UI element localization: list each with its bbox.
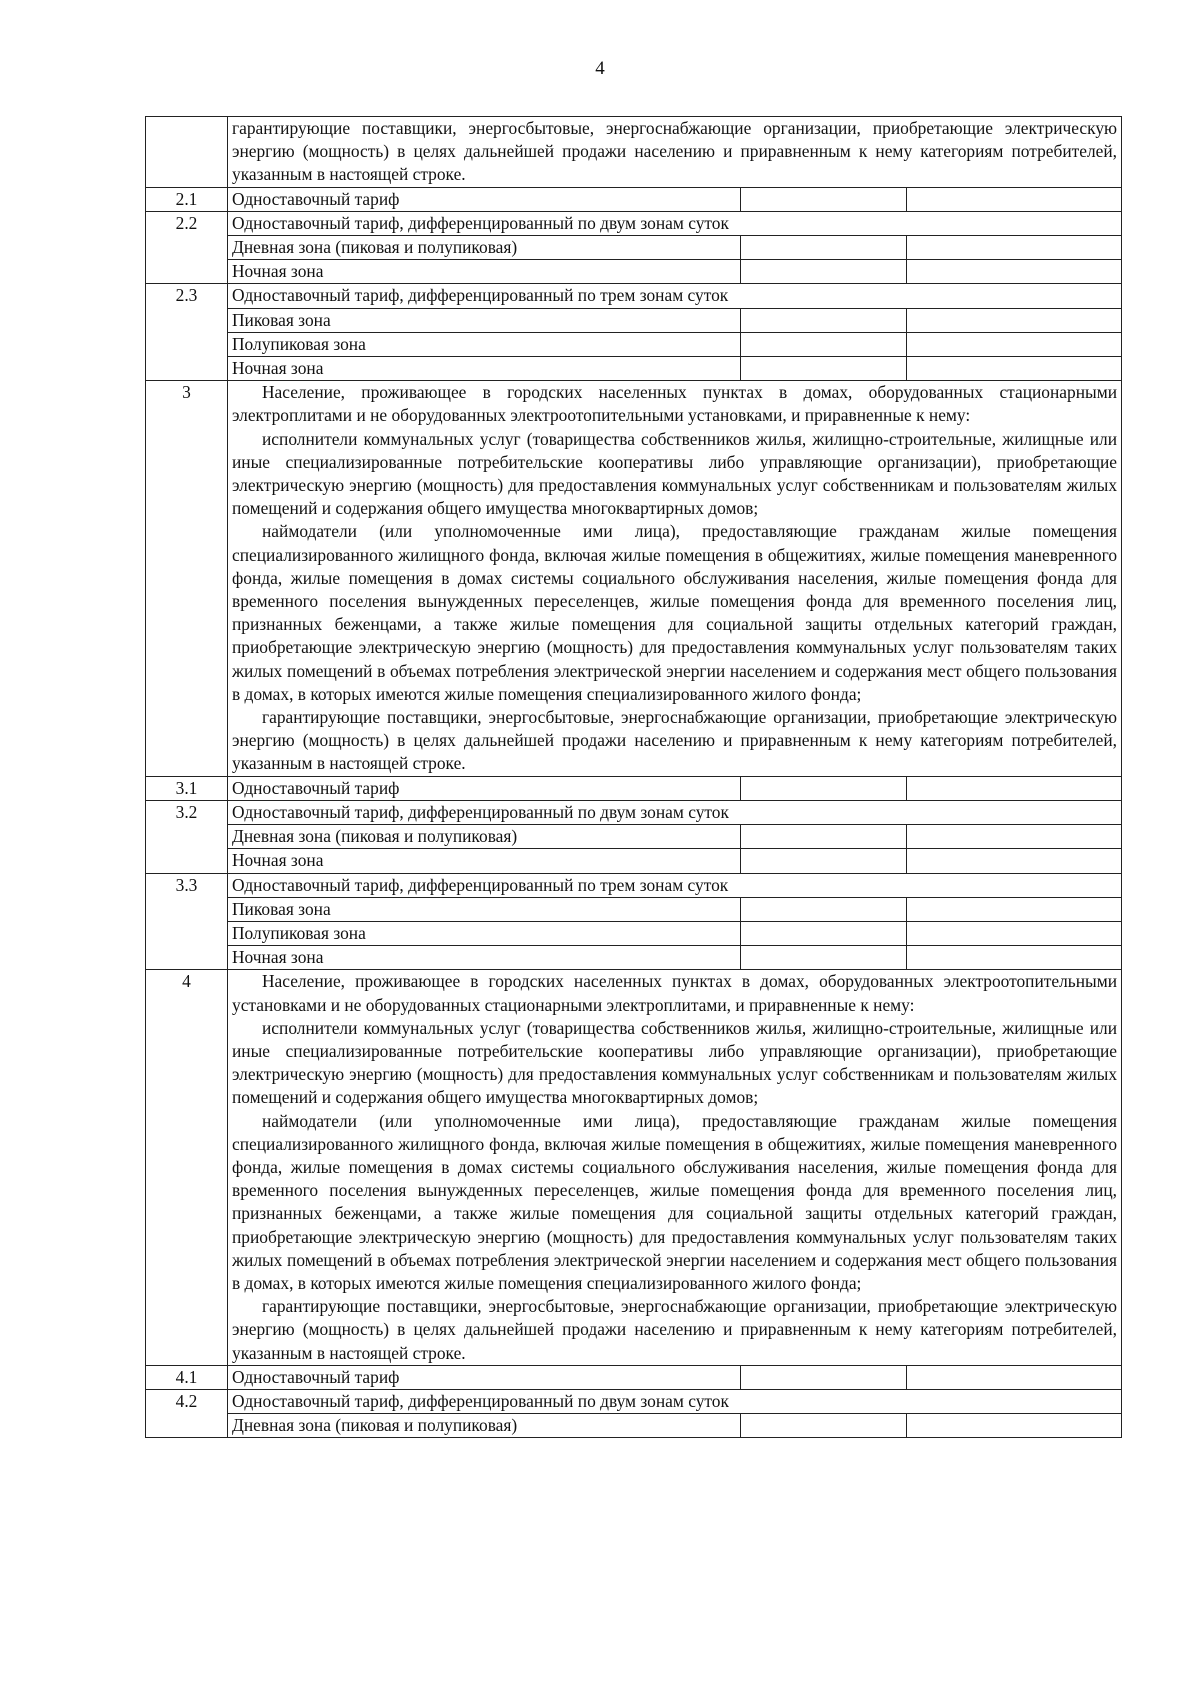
value-cell <box>741 357 907 381</box>
table-row <box>146 1389 1122 1413</box>
value-cell <box>907 946 1122 970</box>
table-row <box>146 117 1122 188</box>
tariff-group-label: Одноставочный тариф, дифференцированный по двум зонам суток <box>228 800 1122 824</box>
value-cell <box>741 1414 907 1438</box>
zone-label: Ночная зона <box>228 357 741 381</box>
consumer-category-description <box>228 381 1122 776</box>
table-row <box>146 946 1122 970</box>
value-cell <box>907 1414 1122 1438</box>
value-cell <box>741 332 907 356</box>
value-cell <box>741 776 907 800</box>
value-cell <box>741 187 907 211</box>
zone-label: Дневная зона (пиковая и полупиковая) <box>228 236 741 260</box>
value-cell <box>741 897 907 921</box>
zone-label: Ночная зона <box>228 946 741 970</box>
tariff-table <box>145 116 1122 1438</box>
table-row <box>146 284 1122 308</box>
tariff-group-label: Одноставочный тариф, дифференцированный по двум зонам суток <box>228 211 1122 235</box>
tariff-label: Одноставочный тариф <box>228 1365 741 1389</box>
row-number: 2.3 <box>146 284 228 381</box>
value-cell <box>907 187 1122 211</box>
table-row <box>146 849 1122 873</box>
table-row <box>146 260 1122 284</box>
value-cell <box>741 1365 907 1389</box>
tariff-group-label: Одноставочный тариф, дифференцированный по трем зонам суток <box>228 284 1122 308</box>
value-cell <box>741 308 907 332</box>
description-paragraph: гарантирующие поставщики, энергосбытовые, энергоснабжающие организации, приобретающие электрическую энергию (мощность) в целях дальнейшей продажи населению и приравненным к нему категориям потребителей, указанным в настоящей строке. <box>232 1296 1118 1363</box>
description-paragraph: наймодатели (или уполномоченные ими лица), предоставляющие гражданам жилые помещения специализированного жилищного фонда, включая жилые помещения в общежитиях, жилые помещения маневренного фонда, жилые помещения в домах системы социального обслуживания населения, жилые помещения фонда для временного поселения вынужденных переселенцев, жилые помещения фонда для временного поселения лиц, признанных беженцами, а также жилые помещения для социальной защиты отдельных категорий граждан, приобретающие электрическую энергию (мощность) для предоставления коммунальных услуг пользователям таких жилых помещений в объемах потребления электрической энергии населением и содержания мест общего пользования в домах, в которых имеются жилые помещения специализированного жилого фонда; <box>232 1110 1118 1293</box>
value-cell <box>741 260 907 284</box>
table-row <box>146 825 1122 849</box>
zone-label: Ночная зона <box>228 260 741 284</box>
table-row <box>146 873 1122 897</box>
row-number: 3.2 <box>146 800 228 873</box>
value-cell <box>907 825 1122 849</box>
zone-label: Дневная зона (пиковая и полупиковая) <box>228 1414 741 1438</box>
consumer-category-description <box>228 117 1122 188</box>
value-cell <box>907 308 1122 332</box>
row-number: 2.2 <box>146 211 228 284</box>
description-paragraph: Население, проживающее в городских населенных пунктах в домах, оборудованных стационарными электроплитами и не оборудованных электроотопительными установками, и приравненные к нему: <box>232 382 1118 426</box>
value-cell <box>907 332 1122 356</box>
value-cell <box>741 921 907 945</box>
value-cell <box>741 825 907 849</box>
zone-label: Дневная зона (пиковая и полупиковая) <box>228 825 741 849</box>
zone-label: Пиковая зона <box>228 308 741 332</box>
row-number: 4.2 <box>146 1389 228 1437</box>
table-row <box>146 776 1122 800</box>
value-cell <box>907 236 1122 260</box>
table-row <box>146 921 1122 945</box>
row-number: 4 <box>146 970 228 1365</box>
row-number: 4.1 <box>146 1365 228 1389</box>
table-row <box>146 187 1122 211</box>
value-cell <box>907 897 1122 921</box>
zone-label: Пиковая зона <box>228 897 741 921</box>
description-paragraph: гарантирующие поставщики, энергосбытовые, энергоснабжающие организации, приобретающие электрическую энергию (мощность) в целях дальнейшей продажи населению и приравненным к нему категориям потребителей, указанным в настоящей строке. <box>232 118 1118 185</box>
description-paragraph: Население, проживающее в городских населенных пунктах в домах, оборудованных электроотопительными установками и не оборудованных стационарными электроплитами, и приравненные к нему: <box>232 971 1118 1015</box>
value-cell <box>907 1365 1122 1389</box>
value-cell <box>741 946 907 970</box>
description-paragraph: гарантирующие поставщики, энергосбытовые, энергоснабжающие организации, приобретающие электрическую энергию (мощность) в целях дальнейшей продажи населению и приравненным к нему категориям потребителей, указанным в настоящей строке. <box>232 707 1118 774</box>
table-row <box>146 1414 1122 1438</box>
row-number <box>146 117 228 188</box>
value-cell <box>741 236 907 260</box>
table-row <box>146 211 1122 235</box>
table-row <box>146 332 1122 356</box>
tariff-group-label: Одноставочный тариф, дифференцированный по трем зонам суток <box>228 873 1122 897</box>
row-number: 2.1 <box>146 187 228 211</box>
value-cell <box>907 776 1122 800</box>
consumer-category-description <box>228 970 1122 1365</box>
tariff-label: Одноставочный тариф <box>228 187 741 211</box>
zone-label: Полупиковая зона <box>228 332 741 356</box>
value-cell <box>907 260 1122 284</box>
tariff-group-label: Одноставочный тариф, дифференцированный по двум зонам суток <box>228 1389 1122 1413</box>
tariff-label: Одноставочный тариф <box>228 776 741 800</box>
table-row <box>146 970 1122 1365</box>
row-number: 3.3 <box>146 873 228 970</box>
description-paragraph: исполнители коммунальных услуг (товарищества собственников жилья, жилищно-строительные, жилищные или иные специализированные потребительские кооперативы либо управляющие организации), приобретающие электрическую энергию (мощность) для предоставления коммунальных услуг собственникам и пользователям жилых помещений и содержания общего имущества многоквартирных домов; <box>232 428 1118 519</box>
table-row <box>146 357 1122 381</box>
page-number: 4 <box>595 58 605 79</box>
table-row <box>146 897 1122 921</box>
table-row <box>146 381 1122 776</box>
table-row <box>146 236 1122 260</box>
value-cell <box>907 921 1122 945</box>
value-cell <box>741 849 907 873</box>
row-number: 3.1 <box>146 776 228 800</box>
table-row <box>146 800 1122 824</box>
value-cell <box>907 849 1122 873</box>
description-paragraph: наймодатели (или уполномоченные ими лица), предоставляющие гражданам жилые помещения специализированного жилищного фонда, включая жилые помещения в общежитиях, жилые помещения маневренного фонда, жилые помещения в домах системы социального обслуживания населения, жилые помещения фонда для временного поселения вынужденных переселенцев, жилые помещения фонда для временного поселения лиц, признанных беженцами, а также жилые помещения для социальной защиты отдельных категорий граждан, приобретающие электрическую энергию (мощность) для предоставления коммунальных услуг пользователям таких жилых помещений в объемах потребления электрической энергии населением и содержания мест общего пользования в домах, в которых имеются жилые помещения специализированного жилого фонда; <box>232 521 1118 704</box>
description-paragraph: исполнители коммунальных услуг (товарищества собственников жилья, жилищно-строительные, жилищные или иные специализированные потребительские кооперативы либо управляющие организации), приобретающие электрическую энергию (мощность) для предоставления коммунальных услуг собственникам и пользователям жилых помещений и содержания общего имущества многоквартирных домов; <box>232 1017 1118 1108</box>
row-number: 3 <box>146 381 228 776</box>
value-cell <box>907 357 1122 381</box>
zone-label: Полупиковая зона <box>228 921 741 945</box>
zone-label: Ночная зона <box>228 849 741 873</box>
table-row <box>146 1365 1122 1389</box>
table-row <box>146 308 1122 332</box>
